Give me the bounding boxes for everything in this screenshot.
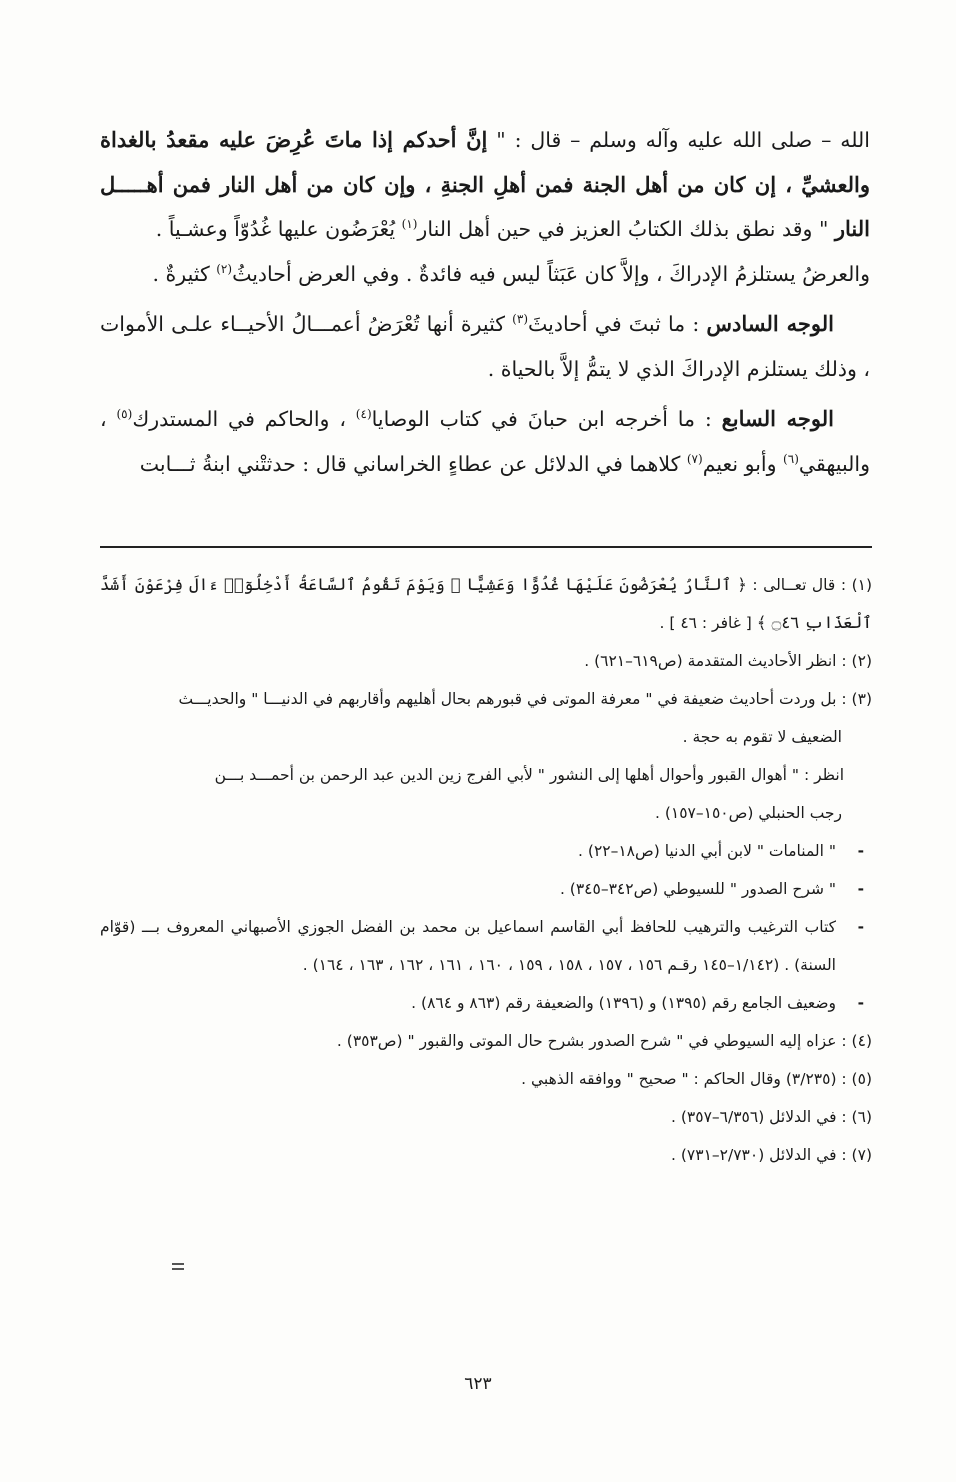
footnote-ref-4[interactable]: (٤) bbox=[355, 407, 372, 422]
footnote-1 bbox=[100, 566, 872, 642]
main-text bbox=[100, 118, 870, 486]
footnote-3-bullet: - كتاب الترغيب والترهيب للحافظ أبي القاسم اسماعيل بن محمد بن الفضل الجوزي الأصبهاني المعروف بـــ (قوّام السنة) . (١/١٤٢–١٤٥ رقـم ١٥٦ ، ١٥٧ ، ١٥٨ ، ١٥٩ ، ١٦٠ ، ١٦١ ، ١٦٢ ، ١٦٣ ، ١٦٤) . bbox=[100, 908, 872, 984]
footnote-ref-1[interactable]: (١) bbox=[401, 217, 418, 232]
footnote-6: (٦) : في الدلائل (٦/٣٥٦–٣٥٧) . bbox=[671, 1108, 872, 1126]
quran-verse: ﴿ ٱلنَّارُ يُعْرَضُونَ عَلَيْهَا غُدُوًّا وَعَشِيًّا ۖ وَيَوْمَ تَقُومُ ٱلسَّاعَةُ أَدْخِلُوٓا۟ ءَالَ فِرْعَوْنَ أَشَدَّ ٱلْعَذَابِ ۝٤٦ ﴾ bbox=[100, 575, 872, 632]
text-run: ، والحاكم في المستدرك bbox=[132, 407, 356, 431]
footnote-text: (١) : قال تعــالى : bbox=[746, 576, 873, 594]
text-run: كلاهما في الدلائل عن عطاءٍ الخراساني قال : حدثتْني ابنةُ ثـــابت bbox=[139, 451, 687, 476]
text-run: كثيرة أنها تُعْرَضُ أعمـــالُ الأحيــاء علـى الأموات ، وذلك يستلزم الإدراكَ الذي لا يتمُّ إلاَّ بالحياة . bbox=[100, 312, 870, 381]
paragraph-hadith bbox=[100, 118, 870, 252]
text-run: والعرضُ يستلزمُ الإدراكَ ، وإلاَّ كان عَبَثاً ليس فيه فائدةٌ . وفي العرض أحاديثُ bbox=[232, 261, 870, 286]
footnote-2: (٢) : انظر الأحاديث المتقدمة (ص٦١٩–٦٢١) . bbox=[584, 652, 872, 670]
footnote-ref-3[interactable]: (٣) bbox=[512, 312, 528, 327]
text-run: : ما أخرجه ابن حبانَ في كتاب الوصايا bbox=[371, 407, 722, 431]
page-number: ٦٢٣ bbox=[464, 1374, 492, 1394]
footnote-ref-6[interactable]: (٦) bbox=[783, 451, 799, 466]
paragraph-display bbox=[100, 252, 870, 297]
footnote-3-bullet: - وضعيف الجامع رقم (١٣٩٥) و (١٣٩٦) والضعيفة رقم (٨٦٣ و ٨٦٤) . bbox=[100, 984, 872, 1022]
footnote-divider bbox=[100, 546, 872, 548]
footnote-7: (٧) : في الدلائل (٢/٧٣٠–٧٣١) . bbox=[671, 1146, 872, 1164]
text-run: يُعْرَضُون عليها غُدُوّاً وعشـياً . bbox=[155, 217, 402, 241]
text-run: ، والبيهقي bbox=[100, 407, 870, 476]
footnote-ref-7[interactable]: (٧) bbox=[686, 451, 703, 466]
section-label: الوجه السابع bbox=[721, 406, 834, 431]
footnote-3-cont: الضعيف لا تقوم به حجة . bbox=[682, 728, 842, 746]
hadith-text: إنَّ أحدكم إذا ماتَ عُرِضَ عليه مقعدُ بالغداة والعشيِّ ، إن كان من أهل الجنة فمن أهلِ الجنةِ ، وإن كان من أهل النار فمن أهـــــل النار bbox=[100, 127, 870, 241]
scan-mark bbox=[172, 1263, 184, 1265]
footnote-ref-5[interactable]: (٥) bbox=[116, 407, 133, 422]
paragraph-seventh-aspect bbox=[100, 397, 870, 486]
footnotes bbox=[100, 566, 872, 1174]
scan-mark bbox=[172, 1268, 184, 1270]
text-run: " وقد نطق بذلك الكتابُ العزيز في حين أهل النار bbox=[417, 217, 835, 241]
footnote-text: [ غافر : ٤٦ ] . bbox=[659, 614, 757, 632]
text-run: : ما ثبتَ في أحاديثَ bbox=[528, 312, 707, 336]
text-run: الله – صلى الله عليه وآله وسلم – قال : " bbox=[487, 128, 870, 152]
footnote-3-bullet: - " شرح الصدور " للسيوطي (ص٣٤٢–٣٤٥) . bbox=[100, 870, 872, 908]
footnote-3-bullet: - " المنامات " لابن أبي الدنيا (ص١٨–٢٢) . bbox=[100, 832, 872, 870]
text-run: وأبو نعيم bbox=[702, 451, 784, 476]
text-run: كثيرةٌ . bbox=[152, 261, 217, 286]
footnote-3-ref: انظر : " أهوال القبور وأحوال أهلها إلى النشور " لأبي الفرج زين الدين عبد الرحمن بن أحمـــد بـــن bbox=[214, 766, 844, 784]
footnote-ref-2[interactable]: (٢) bbox=[216, 261, 233, 276]
paragraph-sixth-aspect bbox=[100, 302, 870, 391]
section-label: الوجه السادس bbox=[706, 311, 834, 336]
footnote-3: (٣) : بل وردت أحاديث ضعيفة في " معرفة الموتى في قبورهم بحال أهليهم وأقاربهم في الدنيـــا " والحديـــث bbox=[178, 690, 872, 708]
footnote-4: (٤) : عزاه إليه السيوطي في " شرح الصدور بشرح حال الموتى والقبور " (ص٣٥٣) . bbox=[336, 1032, 872, 1050]
footnote-5: (٥) : (٣/٢٣٥) وقال الحاكم : " صحيح " ووافقه الذهبي . bbox=[521, 1070, 872, 1088]
footnote-3-ref-cont: رجب الحنبلي (ص١٥٠–١٥٧) . bbox=[655, 804, 842, 822]
